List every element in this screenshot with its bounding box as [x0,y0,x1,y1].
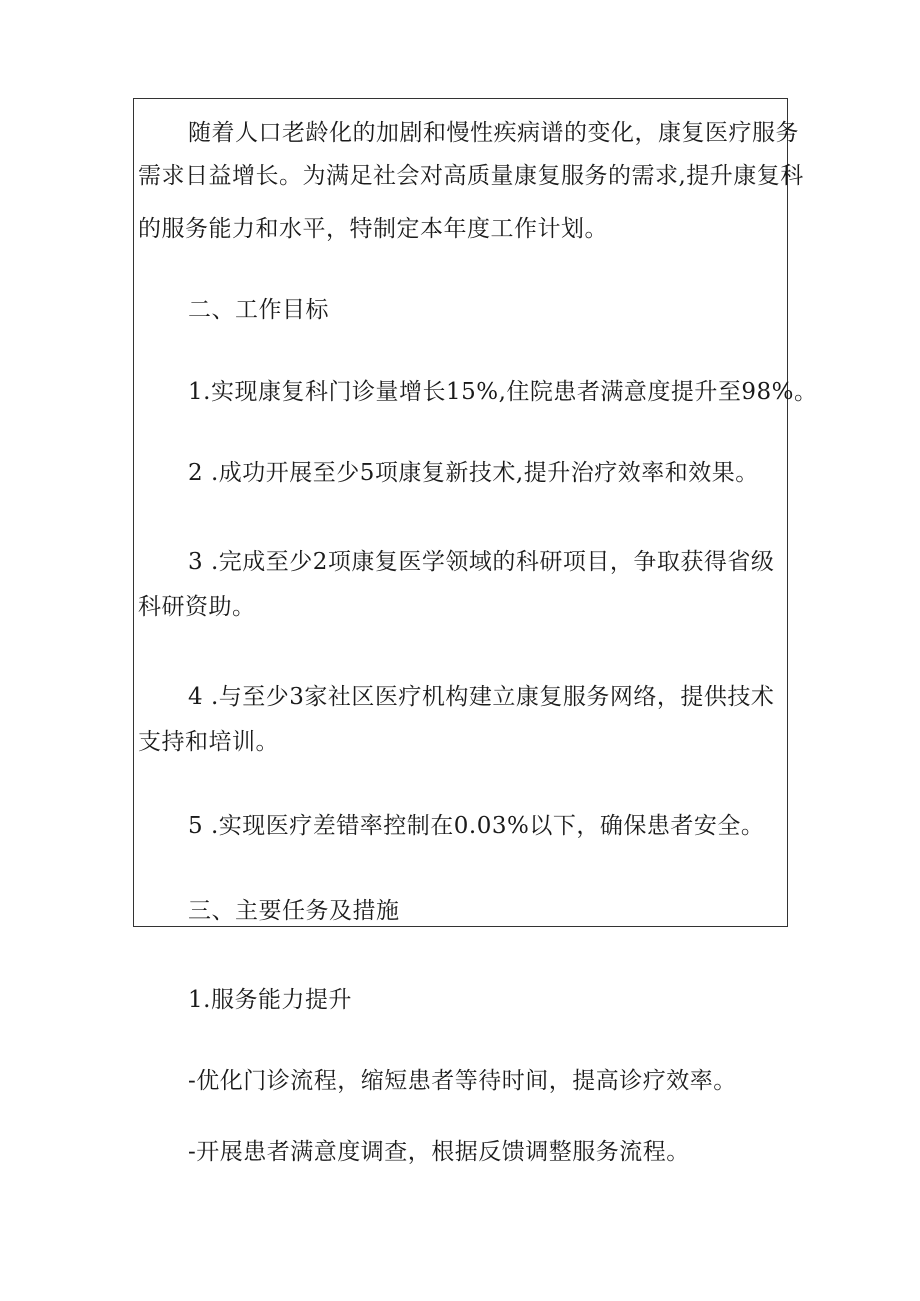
goal-item-4-line-2: 支持和培训。 [138,729,279,755]
section-heading-tasks: 三、主要任务及措施 [188,898,400,924]
intro-paragraph-line-2: 需求日益增长。为满足社会对高质量康复服务的需求,提升康复科 [138,163,804,189]
goal-item-3-line-1: 3 .完成至少2项康复医学领域的科研项目，争取获得省级 [188,549,775,575]
goal-item-5: 5 .实现医疗差错率控制在0.03%以下，确保患者安全。 [188,813,765,839]
task-item: -开展患者满意度调查，根据反馈调整服务流程。 [188,1139,690,1165]
section-heading-goals: 二、工作目标 [188,297,329,323]
intro-paragraph-line-3: 的服务能力和水平，特制定本年度工作计划。 [138,216,608,242]
task-item: -优化门诊流程，缩短患者等待时间，提高诊疗效率。 [188,1068,737,1094]
goal-item-2: 2 .成功开展至少5项康复新技术,提升治疗效率和效果。 [188,460,759,486]
intro-paragraph-line-1: 随着人口老龄化的加剧和慢性疾病谱的变化，康复医疗服务 [188,120,799,146]
goal-item-1: 1.实现康复科门诊量增长15%,住院患者满意度提升至98%。 [188,379,818,405]
goal-item-4-line-1: 4 .与至少3家社区医疗机构建立康复服务网络，提供技术 [188,684,775,710]
task-title-1: 1.服务能力提升 [188,987,352,1013]
goal-item-3-line-2: 科研资助。 [138,594,256,620]
